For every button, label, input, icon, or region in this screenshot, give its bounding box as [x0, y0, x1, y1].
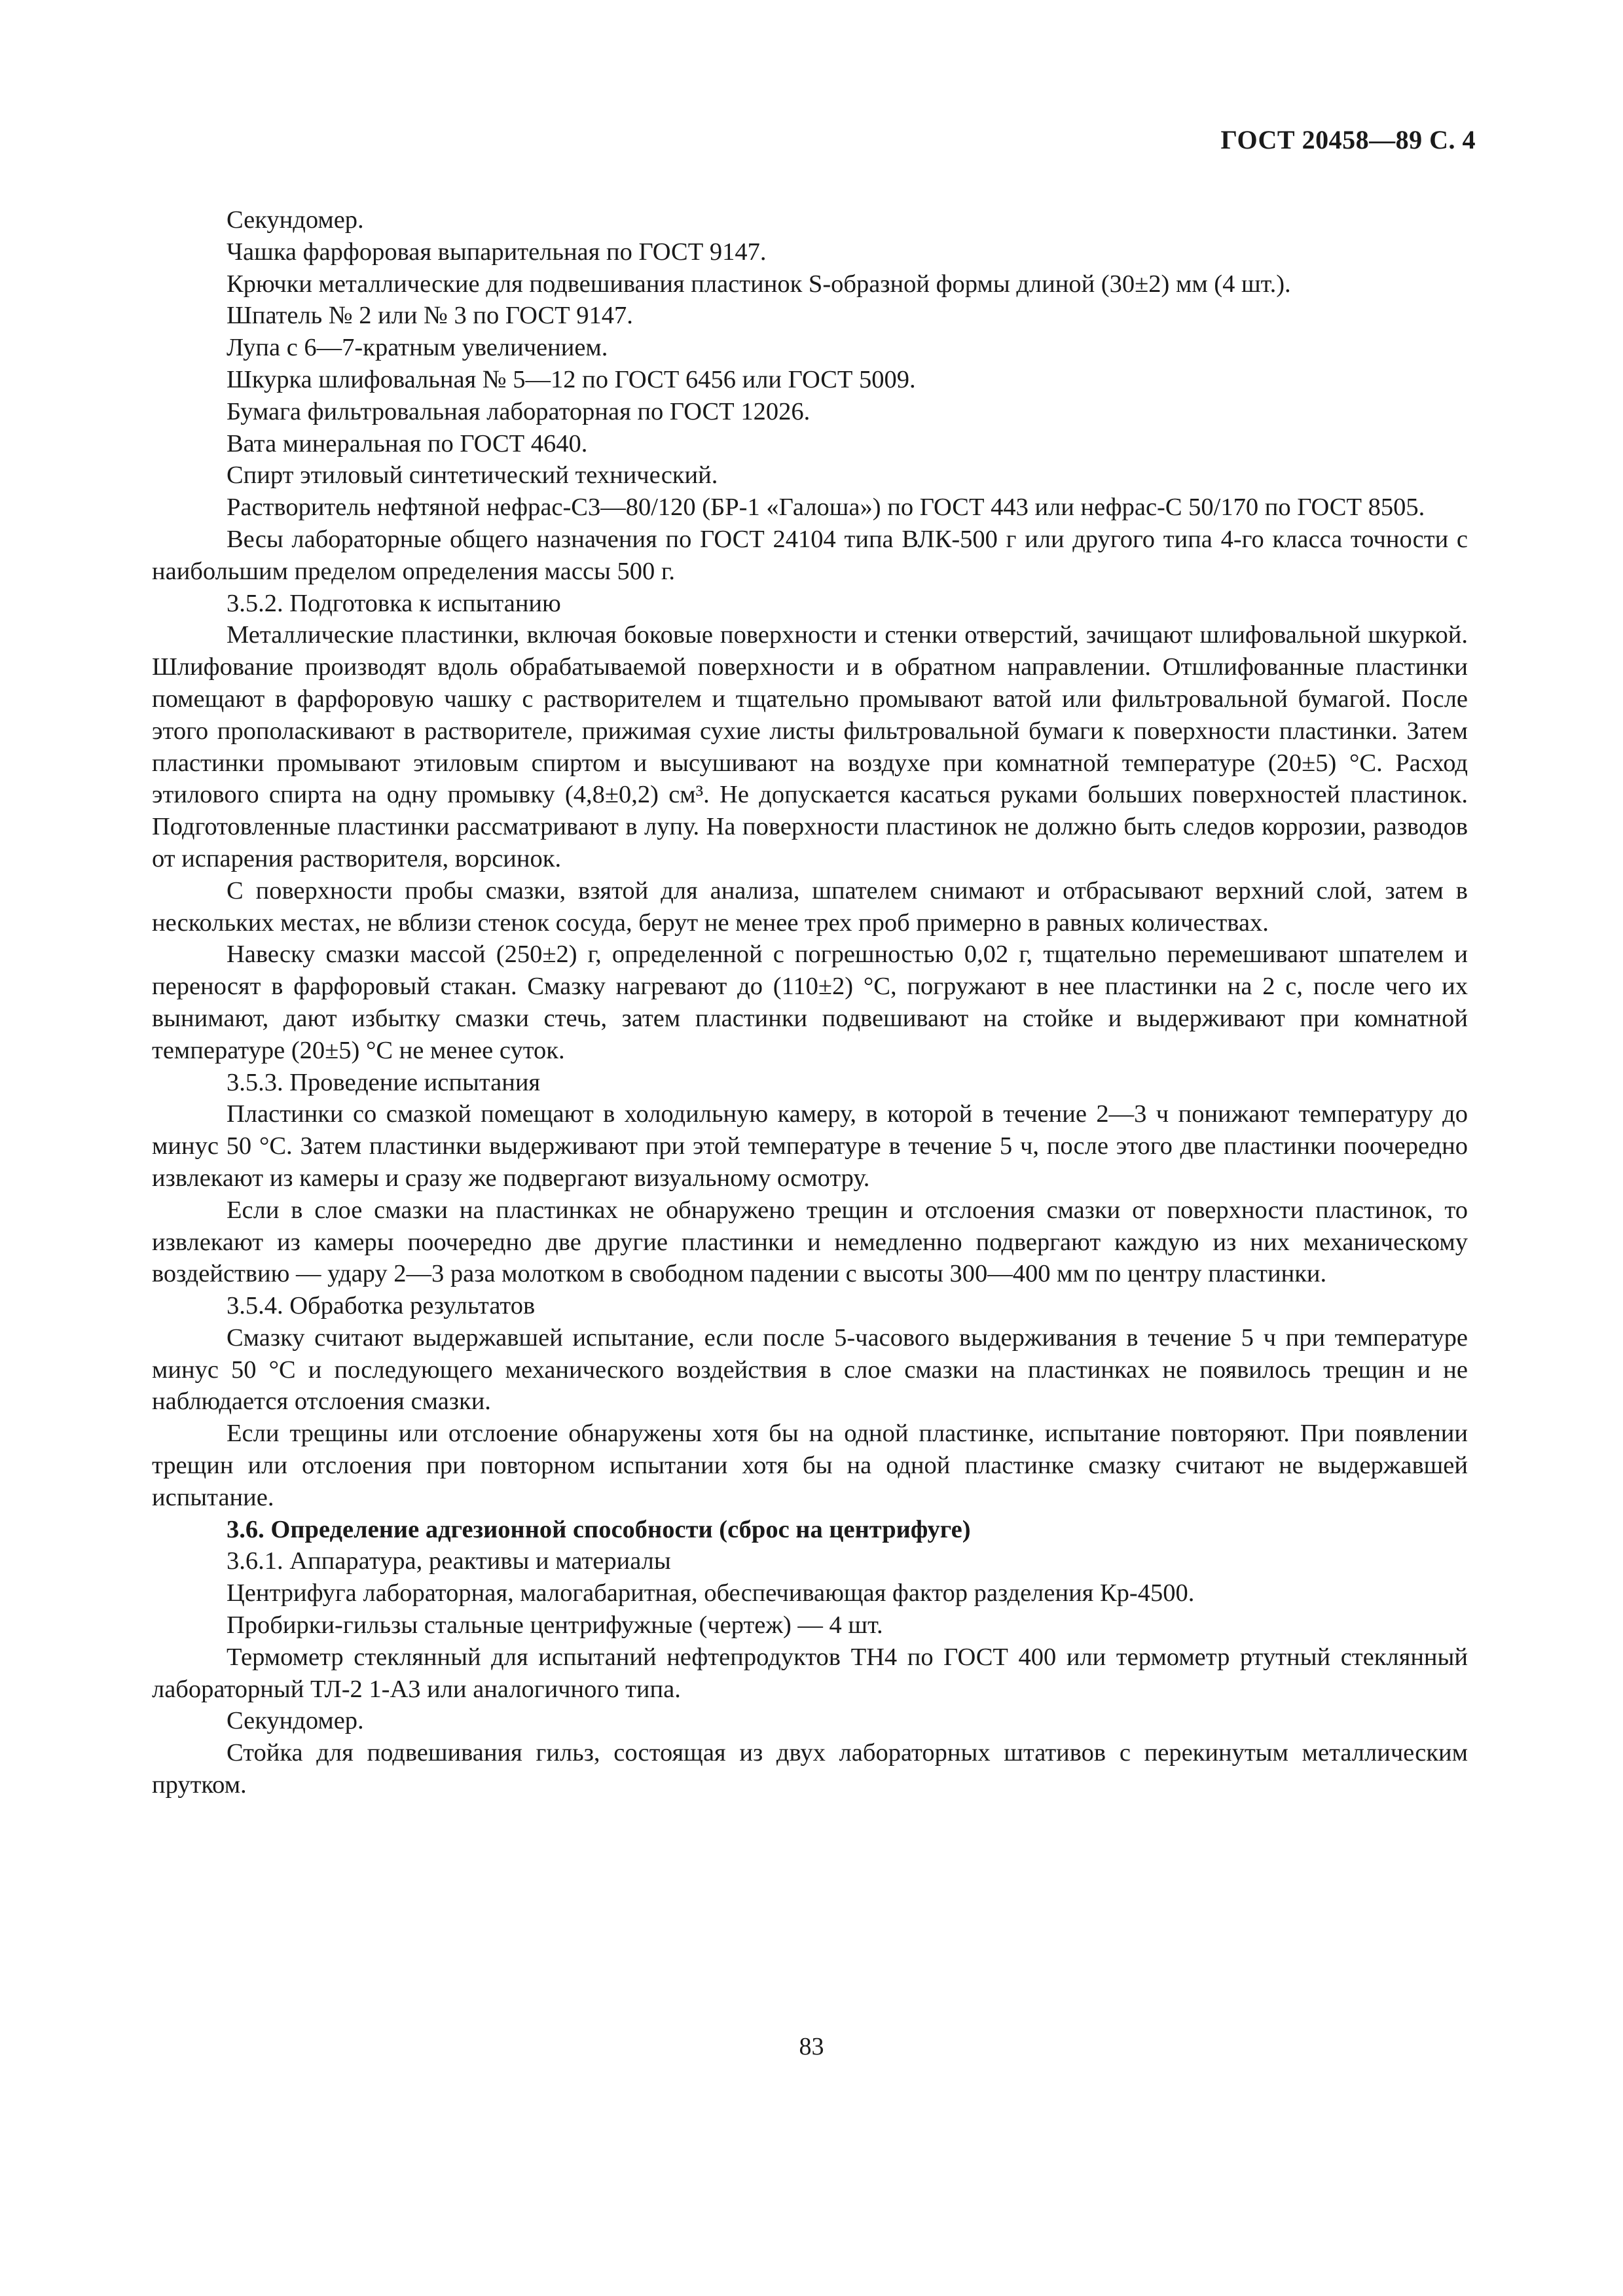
section-heading-3-5-2: 3.5.2. Подготовка к испытанию — [227, 589, 561, 617]
section-heading-3-5-4: 3.5.4. Обработка результатов — [227, 1292, 536, 1320]
paragraph-sandpaper: Шкурка шлифовальная № 5—12 по ГОСТ 6456 или ГОСТ 5009. — [227, 365, 916, 393]
paragraph-ethyl-alcohol: Спирт этиловый синтетический технический. — [227, 461, 718, 490]
paragraph-porcelain-dish: Чашка фарфоровая выпарительная по ГОСТ 9147. — [227, 238, 767, 266]
document-code-header: ГОСТ 20458—89 С. 4 — [1220, 125, 1476, 154]
paragraph-metal-hooks: Крючки металлические для подвешивания пластинок S-образной формы длиной (30±2) мм (4 шт.). — [227, 270, 1291, 298]
section-heading-3-6-1: 3.6.1. Аппаратура, реактивы и материалы — [227, 1547, 671, 1575]
paragraph-test-tubes: Пробирки-гильзы стальные центрифужные (чертеж) — 4 шт. — [227, 1611, 883, 1640]
paragraph-spatula: Шпатель № 2 или № 3 по ГОСТ 9147. — [227, 302, 633, 330]
section-heading-3-6: 3.6. Определение адгезионной способности (сброс на центрифуге) — [227, 1515, 971, 1543]
paragraph-solvent: Растворитель нефтяной нефрас-С3—80/120 (БР-1 «Галоша») по ГОСТ 443 или нефрас-С 50/170 по ГОСТ 8505. — [227, 493, 1425, 522]
paragraph-stopwatch: Секундомер. — [227, 206, 364, 234]
paragraph-stopwatch-2: Секундомер. — [227, 1707, 364, 1735]
paragraph-centrifuge: Центрифуга лабораторная, малогабаритная, обеспечивающая фактор разделения Кр-4500. — [227, 1579, 1195, 1607]
paragraph-stand: Стойка для подвешивания гильз, состоящая из двух лабораторных штативов с перекинутым металлическим прутком. — [152, 1739, 1468, 1799]
paragraph-mineral-wool: Вата минеральная по ГОСТ 4640. — [227, 429, 588, 457]
paragraph-sample-weighing: Навеску смазки массой (250±2) г, определенной с погрешностью 0,02 г, тщательно перемешивают шпателем и переносят в фарфоровый стакан. Смазку нагревают до (110±2) °С, погружают в нее пластинки на 2 с, после чего их вынимают, дают избытку смазки стечь, затем пластинки подвешивают на стойке и выдерживают при комнатной температуре (20±5) °С не менее суток. — [152, 941, 1468, 1064]
paragraph-pass-criteria: Смазку считают выдержавшей испытание, если после 5-часового выдерживания в течение 5 ч при температуре минус 50 °С и последующего механического воздействия в слое смазки на пластинках не появилось трещин и не наблюдается отслоения смазки. — [152, 1323, 1468, 1416]
document-body — [152, 204, 1468, 1801]
paragraph-plate-preparation: Металлические пластинки, включая боковые поверхности и стенки отверстий, зачищают шлифовальной шкуркой. Шлифование производят вдоль обрабатываемой поверхности и в обратном направлении. Отшлифованные пластинки помещают в фарфоровую чашку с растворителем и тщательно промывают ватой или фильтровальной бумагой. После этого прополаскивают в растворителе, прижимая сухие листы фильтровальной бумаги к поверхности пластинки. Затем пластинки промывают этиловым спиртом и высушивают на воздухе при комнатной температуре (20±5) °С. Расход этилового спирта на одну промывку (4,8±0,2) см³. Не допускается касаться руками больших поверхностей пластинок. Подготовленные пластинки рассматривают в лупу. На поверхности пластинок не должно быть следов коррозии, разводов от испарения растворителя, ворсинок. — [152, 621, 1468, 872]
paragraph-sampling: С поверхности пробы смазки, взятой для анализа, шпателем снимают и отбрасывают верхний слой, затем в нескольких местах, не вблизи стенок сосуда, берут не менее трех проб примерно в равных количествах. — [152, 876, 1468, 937]
paragraph-cooling-procedure: Пластинки со смазкой помещают в холодильную камеру, в которой в течение 2—3 ч понижают температуру до минус 50 °С. Затем пластинки выдерживают при этой температуре в течение 5 ч, после этого две пластинки поочередно извлекают из камеры и сразу же подвергают визуальному осмотру. — [152, 1100, 1468, 1192]
paragraph-filter-paper: Бумага фильтровальная лабораторная по ГОСТ 12026. — [227, 397, 811, 425]
paragraph-impact-test: Если в слое смазки на пластинках не обнаружено трещин и отслоения смазки от поверхности пластинок, то извлекают из камеры поочередно две другие пластинки и немедленно подвергают каждую из них механическому воздействию — удару 2—3 раза молотком в свободном падении с высоты 300—400 мм по центру пластинки. — [152, 1196, 1468, 1288]
page-number: 83 — [799, 2033, 824, 2060]
paragraph-scales: Весы лабораторные общего назначения по ГОСТ 24104 типа ВЛК-500 г или другого типа 4-го класса точности с наибольшим пределом определения массы 500 г. — [152, 525, 1468, 585]
paragraph-repeat-test: Если трещины или отслоение обнаружены хотя бы на одной пластинке, испытание повторяют. При появлении трещин или отслоения при повторном испытании хотя бы на одной пластинке смазку считают не выдержавшей испытание. — [152, 1420, 1468, 1511]
section-heading-3-5-3: 3.5.3. Проведение испытания — [227, 1068, 541, 1096]
paragraph-magnifier: Лупа с 6—7-кратным увеличением. — [227, 334, 608, 362]
paragraph-thermometer: Термометр стеклянный для испытаний нефтепродуктов ТН4 по ГОСТ 400 или термометр ртутный стеклянный лабораторный ТЛ-2 1-А3 или аналогичного типа. — [152, 1643, 1468, 1703]
